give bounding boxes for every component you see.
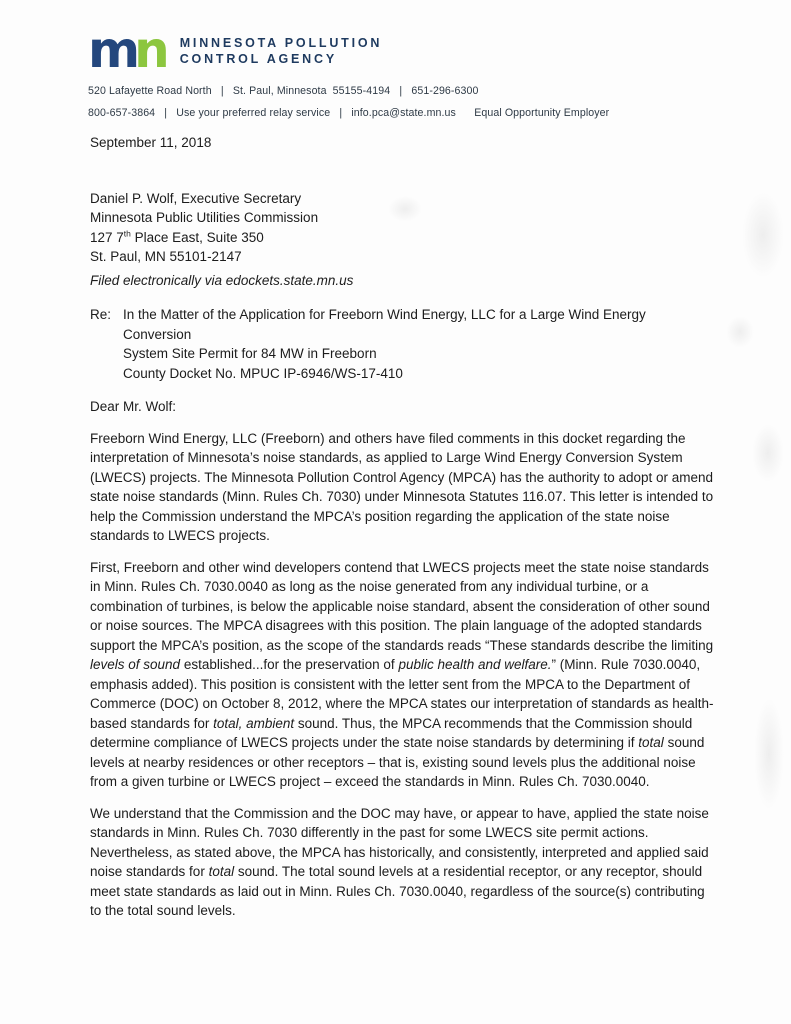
agency-name-line-1: MINNESOTA POLLUTION — [179, 36, 383, 50]
mn-logo-letter-m: m — [88, 21, 137, 79]
re-subject-line-2: System Site Permit for 84 MW in Freeborn — [123, 346, 377, 361]
recipient-org-line: Minnesota Public Utilities Commission — [90, 210, 319, 225]
agency-header — [88, 21, 383, 79]
re-subject-line-1: In the Matter of the Application for Freeborn Wind Energy, LLC for a Large Wind Energy Conversion — [123, 307, 646, 342]
mn-logo-letter-n: n — [134, 21, 166, 79]
scan-smudge — [754, 698, 784, 810]
recipient-city-line: St. Paul, MN 55101-2147 — [90, 249, 242, 264]
recipient-name-line: Daniel P. Wolf, Executive Secretary — [90, 190, 302, 206]
body-paragraph-2: First, Freeborn and other wind developers contend that LWECS projects meet the state noise standards in Minn. Rules Ch. 7030.0040 as long as the noise generated from any individual turbine, or a combination of turbines, is below the applicable noise standard, absent the consideration of other sound or noise sources. The MPCA disagrees with this position. The plain language of the adopted standards support the MPCA’s position, as the scope of the standards reads “These standards describe the limiting levels of sound established...for the preservation of public health and welfare.” (Minn. Rule 7030.0040, emphasis added). This position is consistent with the letter sent from the MPCA to the Department of Commerce (DOC) on October 8, 2012, where the MPCA states our interpretation of standards as health-based standards for total, ambient sound. Thus, the MPCA recommends that the Commission should determine compliance of LWECS projects under the state noise standards by determining if total sound levels at nearby residences or other receptors – that is, existing sound levels plus the additional noise from a given turbine or LWECS project – exceed the standards in Minn. Rules Ch. 7030.0040. — [90, 559, 714, 789]
recipient-address-block — [90, 189, 716, 267]
letter-body — [90, 133, 716, 921]
agency-name-line-2: CONTROL AGENCY — [179, 52, 337, 66]
agency-name — [180, 35, 383, 67]
scan-smudge — [726, 316, 754, 348]
salutation: Dear Mr. Wolf: — [90, 399, 177, 414]
mn-logo — [88, 21, 166, 79]
filing-method-note: Filed electronically via edockets.state.mn.us — [90, 272, 354, 288]
letter-date: September 11, 2018 — [90, 135, 212, 150]
body-paragraph-3: We understand that the Commission and the DOC may have, or appear to have, applied the state noise standards in Minn. Rules Ch. 7030 differently in the past for some LWECS site permit actions. Nevertheless, as stated above, the MPCA has historically, and consistently, interpreted and applied said noise standards for total sound. The total sound levels at a residential receptor, or any receptor, should meet state standards as laid out in Minn. Rules Ch. 7030.0040, regardless of the source(s) contributing to the total sound levels. — [90, 805, 709, 918]
re-label: Re: — [90, 307, 112, 322]
body-paragraph-1: Freeborn Wind Energy, LLC (Freeborn) and others have filed comments in this docket regarding the interpretation of Minnesota’s noise standards, as applied to Large Wind Energy Conversion System (LWECS) projects. The Minnesota Pollution Control Agency (MPCA) has the authority to adopt or amend state noise standards (Minn. Rules Ch. 7030) under Minnesota Statutes 116.07. This letter is intended to help the Commission understand the MPCA’s position regarding the application of the state noise standards to LWECS projects. — [90, 430, 714, 543]
agency-contact-line-2: 800-657-3864 | Use your preferred relay service | info.pca@state.mn.us Equal Opportunity Employer — [88, 107, 610, 119]
re-subject — [123, 305, 716, 383]
scan-smudge — [742, 192, 784, 278]
recipient-street-line: 127 7th Place East, Suite 350 — [90, 228, 264, 245]
scan-smudge — [752, 424, 784, 482]
re-subject-line-3: County Docket No. MPUC IP-6946/WS-17-410 — [123, 365, 403, 381]
re-block — [90, 305, 716, 383]
agency-contact-line-1: 520 Lafayette Road North | St. Paul, Minnesota 55155-4194 | 651-296-6300 — [88, 85, 479, 97]
